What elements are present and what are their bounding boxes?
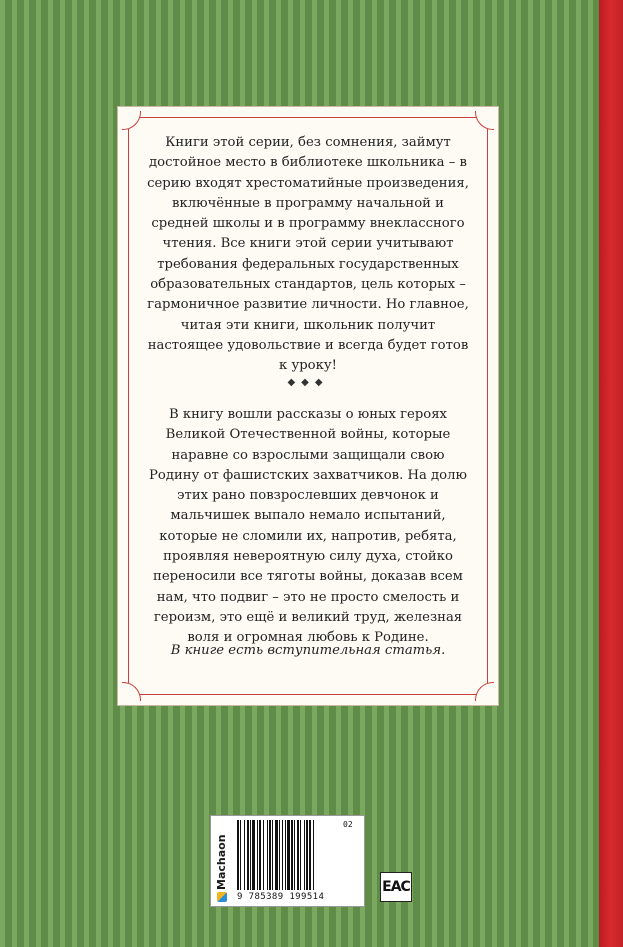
publisher-logo-icon: [217, 892, 227, 902]
eac-mark: EAC: [380, 872, 412, 902]
series-description: Книги этой серии, без сомнения, займут достойное место в библиотеке школьника – в серию входят хрестоматийные произведения, включённые в программу начальной и средней школы и в программу внеклассного чтения. Все книги этой серии учитывают требования федеральных государственных образовательных стандартов, цель которых – гармоничное развитие личности. Но главное, читая эти книги, школьник получит настоящее удовольствие и всегда будет готов к уроку!: [147, 135, 469, 374]
isbn-number: 9 785389 199514: [237, 892, 325, 902]
intro-note: В книге есть вступительная статья.: [170, 643, 446, 658]
book-description: В книгу вошли рассказы о юных героях Великой Отечественной войны, которые наравне со взрослыми защищали свою Родину от фашистских захватчиков. На долю этих рано повзрослевших девчонок и мальчишек выпало немало испытаний, которые не сломили их, напротив, ребята, проявляя невероятную силу духа, стойко переносили все тяготы войны, доказав всем нам, что подвиг – это не просто смелость и героизм, это ещё и великий труд, железная воля и огромная любовь к Родине.: [149, 407, 467, 646]
publisher-logo: Machaon: [215, 834, 228, 890]
barcode-bars: [237, 820, 341, 892]
barcode-addon: 02: [343, 820, 353, 829]
barcode-label: [210, 815, 365, 907]
description-panel: [117, 106, 499, 706]
separator-ornament: ◆◆◆: [287, 377, 329, 388]
spine-edge: [599, 0, 623, 947]
